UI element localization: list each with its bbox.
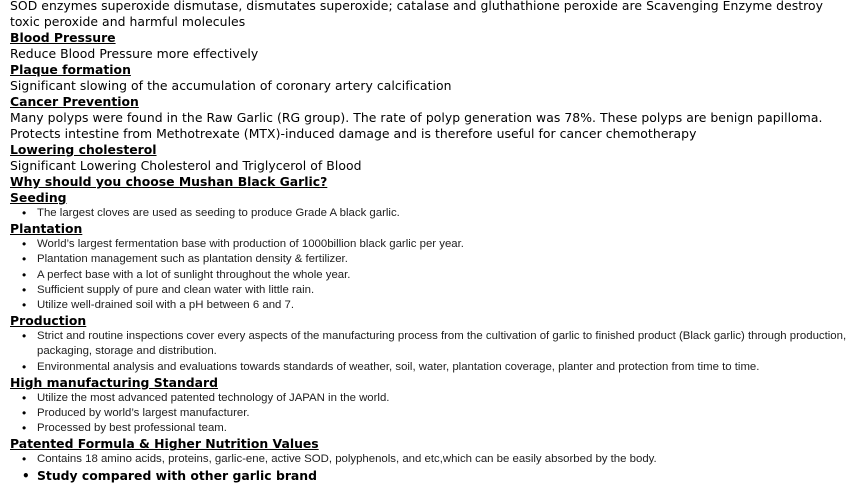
list-item: • Utilize well-drained soil with a pH between 6 and 7. bbox=[37, 298, 853, 313]
list-item-study-comparison: • Study compared with other garlic brand bbox=[37, 468, 853, 484]
cancer-prevention-text-2: Protects intestine from Methotrexate (MTX)-induced damage and is therefore useful for cancer chemotherapy bbox=[10, 126, 697, 141]
patented-formula-list bbox=[10, 452, 853, 483]
heading-production: Production bbox=[10, 313, 87, 329]
list-item: • Sufficient supply of pure and clean water with little rain. bbox=[37, 283, 853, 298]
intro-text-line-2: toxic peroxide and harmful molecules bbox=[10, 14, 246, 29]
list-item: • The largest cloves are used as seeding to produce Grade A black garlic. bbox=[37, 206, 853, 221]
heading-blood-pressure: Blood Pressure bbox=[10, 30, 116, 45]
heading-high-manufacturing-standard: High manufacturing Standard bbox=[10, 374, 218, 390]
heading-cancer-prevention: Cancer Prevention bbox=[10, 94, 139, 109]
article-content bbox=[10, 0, 853, 484]
list-item: • Environmental analysis and evaluations towards standards of weather, soil, water, plantation coverage, planter and protection from time to time. bbox=[37, 360, 853, 375]
why-choose-title: Why should you choose Mushan Black Garlic? bbox=[10, 174, 328, 189]
list-item: • Produced by world’s largest manufacturer. bbox=[37, 406, 853, 421]
list-item: • Strict and routine inspections cover every aspects of the manufacturing process from the cultivation of garlic to finished product (Black garlic) through production, packaging, storage and distribution. bbox=[37, 329, 853, 359]
heading-plaque-formation: Plaque formation bbox=[10, 62, 131, 77]
heading-patented-formula: Patented Formula & Higher Nutrition Values bbox=[10, 436, 319, 452]
heading-plantation: Plantation bbox=[10, 221, 83, 237]
heading-seeding: Seeding bbox=[10, 190, 67, 205]
heading-lowering-cholesterol: Lowering cholesterol bbox=[10, 142, 157, 157]
manufacturing-standard-list bbox=[10, 391, 853, 437]
list-item: • Utilize the most advanced patented technology of JAPAN in the world. bbox=[37, 391, 853, 406]
plaque-formation-text: Significant slowing of the accumulation of coronary artery calcification bbox=[10, 78, 452, 93]
list-item: • A perfect base with a lot of sunlight throughout the whole year. bbox=[37, 268, 853, 283]
lowering-cholesterol-text: Significant Lowering Cholesterol and Triglycerol of Blood bbox=[10, 158, 362, 173]
plantation-list bbox=[10, 237, 853, 313]
list-item: • Processed by best professional team. bbox=[37, 421, 853, 436]
production-list bbox=[10, 329, 853, 375]
list-item: • Plantation management such as plantation density & fertilizer. bbox=[37, 252, 853, 267]
blood-pressure-text: Reduce Blood Pressure more effectively bbox=[10, 46, 259, 61]
list-item: • World’s largest fermentation base with production of 1000billion black garlic per year. bbox=[37, 237, 853, 252]
intro-text-line-1: SOD enzymes superoxide dismutase, dismutates superoxide; catalase and gluthathione peroxide are Scavenging Enzyme destroy bbox=[10, 0, 824, 13]
cancer-prevention-text-1: Many polyps were found in the Raw Garlic (RG group). The rate of polyp generation was 78%. These polyps are benign papilloma. bbox=[10, 110, 823, 125]
list-item: • Contains 18 amino acids, proteins, garlic-ene, active SOD, polyphenols, and etc,which can be easily absorbed by the body. bbox=[37, 452, 853, 467]
seeding-list bbox=[10, 206, 853, 221]
